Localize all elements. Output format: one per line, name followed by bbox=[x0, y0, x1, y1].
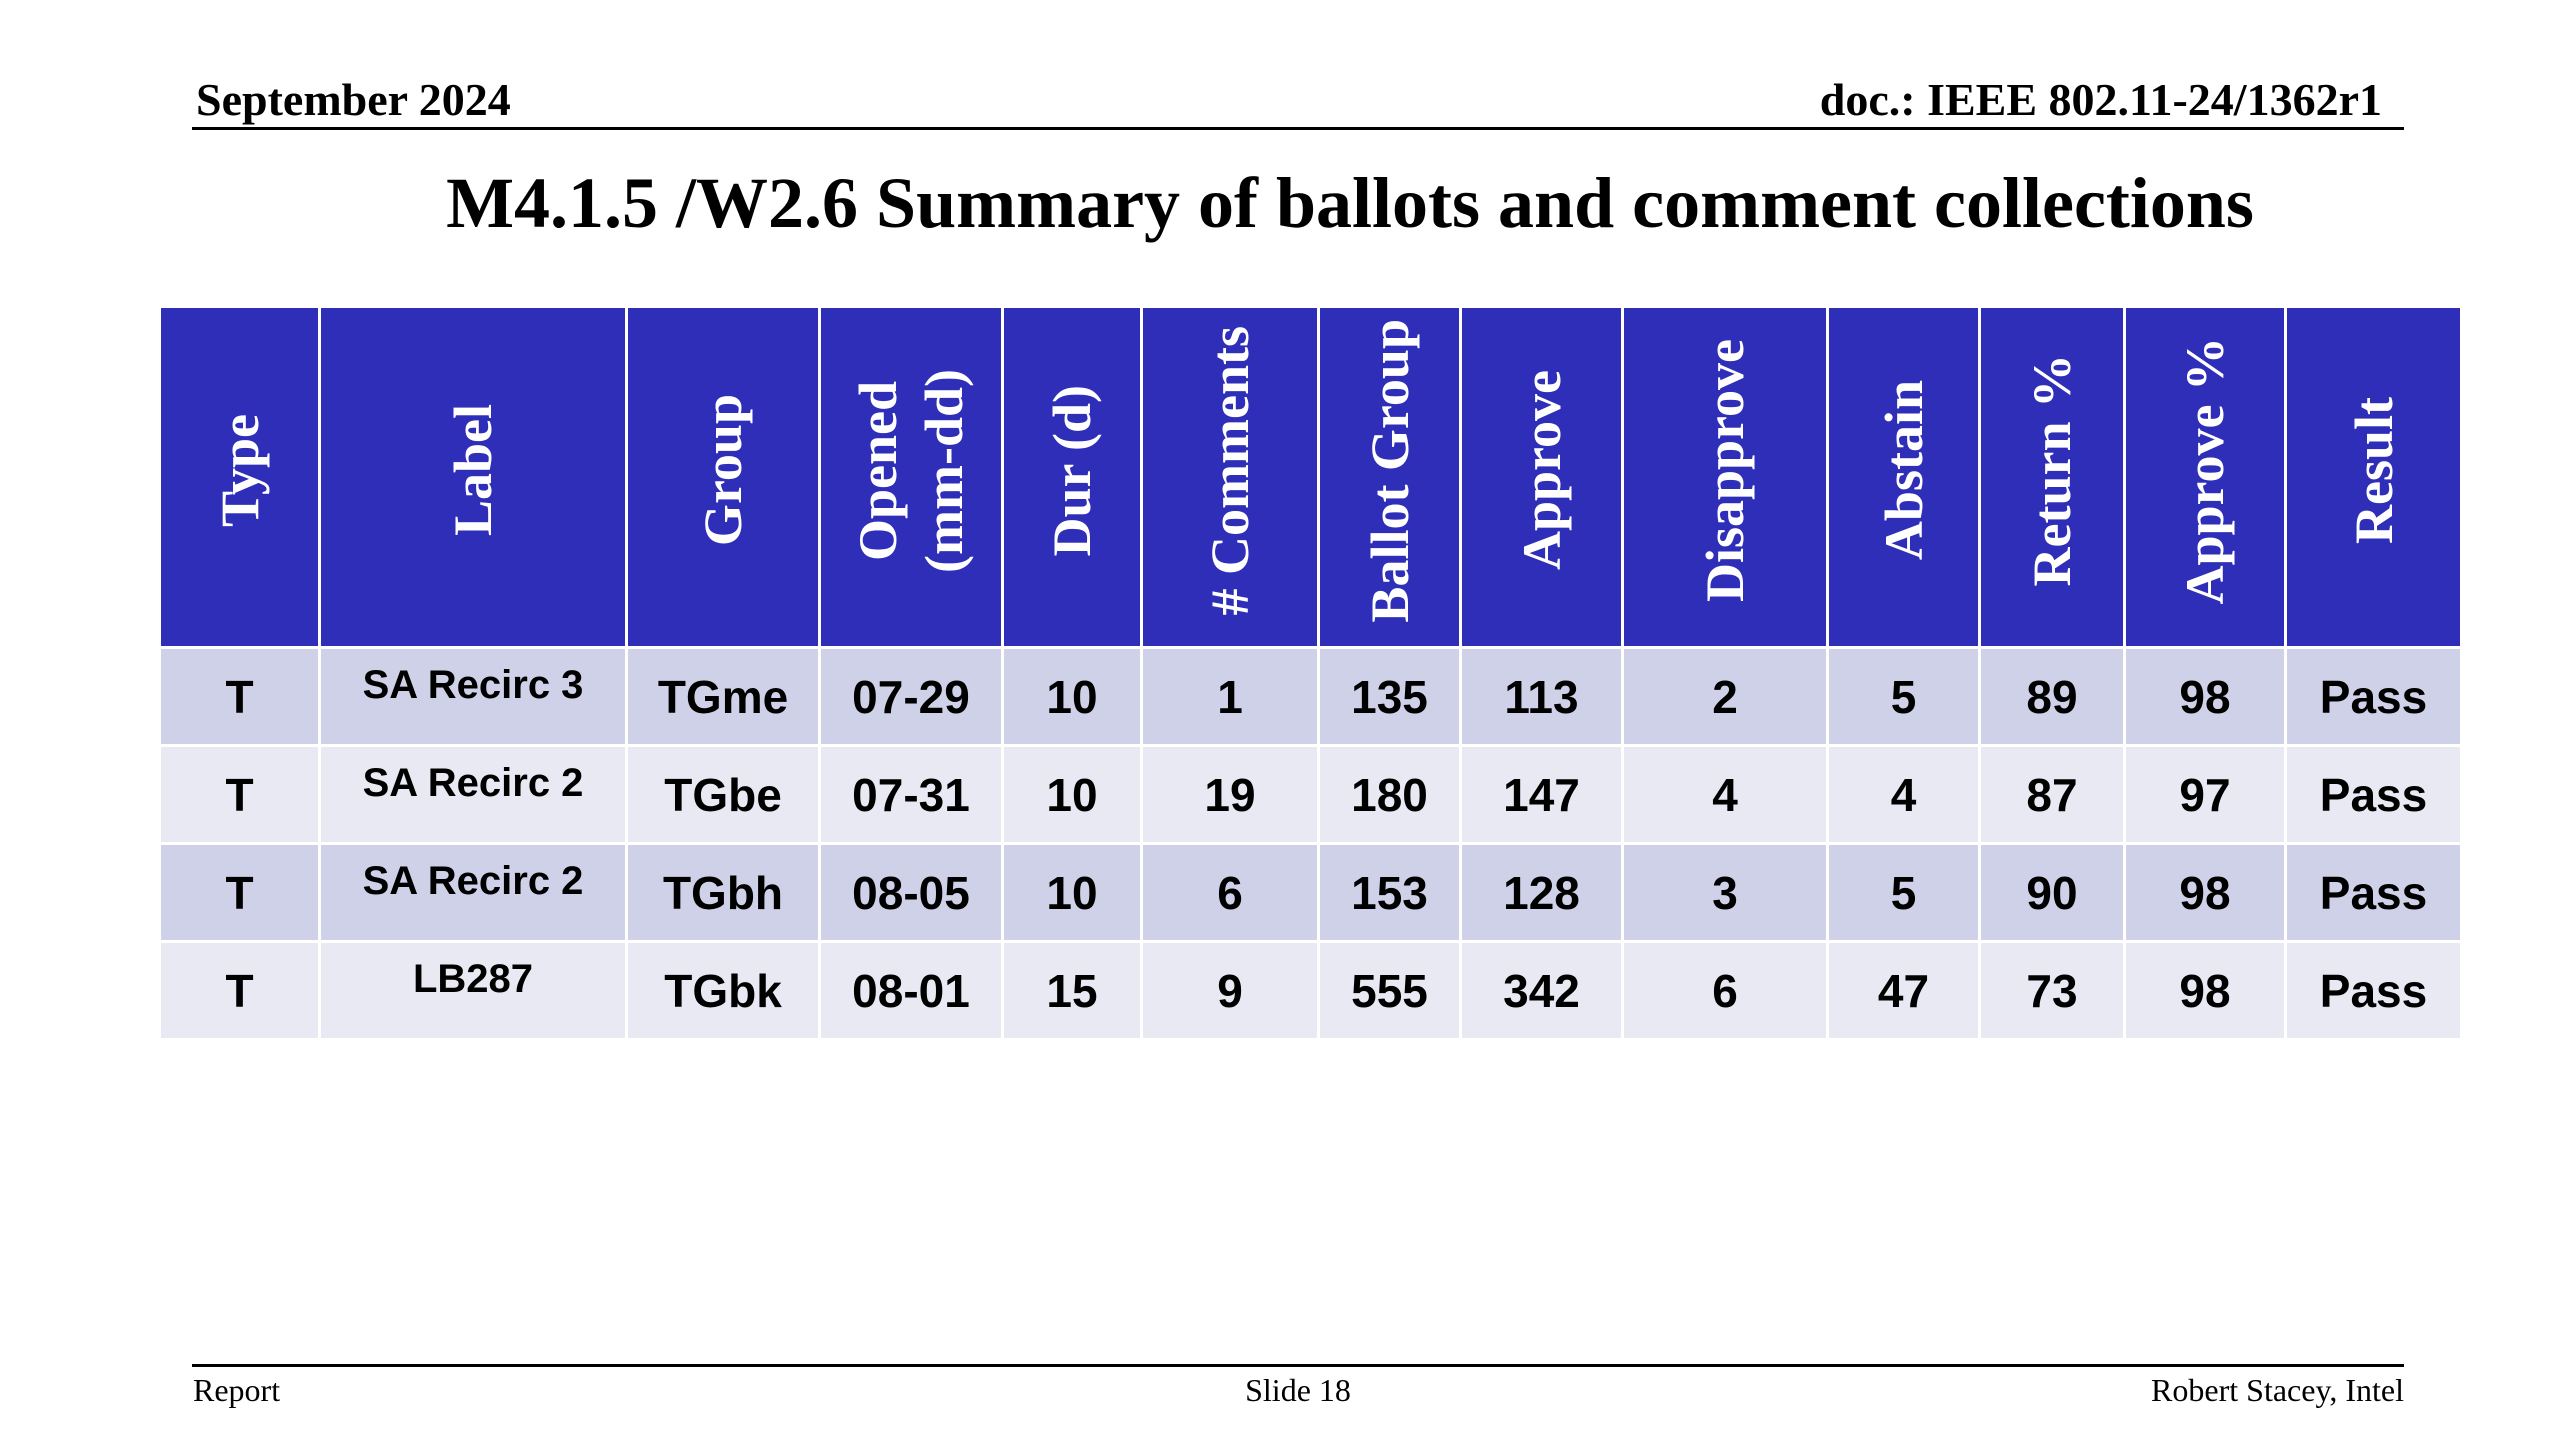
cell-return-pct: 90 bbox=[1980, 844, 2125, 942]
col-header-abstain: Abstain bbox=[1828, 307, 1980, 648]
col-header-return-pct: Return % bbox=[1980, 307, 2125, 648]
cell-ballot-group: 153 bbox=[1319, 844, 1461, 942]
col-header-approve-pct: Approve % bbox=[2125, 307, 2286, 648]
cell-abstain: 47 bbox=[1828, 942, 1980, 1040]
cell-approve: 113 bbox=[1461, 648, 1623, 746]
col-header-type: Type bbox=[160, 307, 320, 648]
cell-group: TGbk bbox=[627, 942, 820, 1040]
footer-author: Robert Stacey, Intel bbox=[2151, 1372, 2404, 1408]
table-row bbox=[160, 648, 2462, 746]
title-area bbox=[0, 0, 2560, 300]
cell-ballot-group: 555 bbox=[1319, 942, 1461, 1040]
header-doc-id: doc.: IEEE 802.11-24/1362r1 bbox=[1819, 74, 2382, 125]
footer-slide-number: Slide 18 bbox=[1245, 1372, 1351, 1408]
col-header-label: Label bbox=[320, 307, 627, 648]
cell-comments: 6 bbox=[1142, 844, 1319, 942]
cell-approve-pct: 98 bbox=[2125, 648, 2286, 746]
table-row bbox=[160, 844, 2462, 942]
table-row bbox=[160, 746, 2462, 844]
cell-comments: 9 bbox=[1142, 942, 1319, 1040]
cell-duration: 15 bbox=[1003, 942, 1142, 1040]
cell-type: T bbox=[160, 942, 320, 1040]
cell-disapprove: 3 bbox=[1623, 844, 1828, 942]
cell-opened: 07-29 bbox=[820, 648, 1003, 746]
slide-title: M4.1.5 /W2.6 Summary of ballots and comment collections bbox=[446, 163, 2254, 243]
col-header-opened: Opened (mm-dd) bbox=[820, 307, 1003, 648]
ballot-summary-table bbox=[158, 305, 2463, 1041]
cell-group: TGme bbox=[627, 648, 820, 746]
cell-opened: 08-05 bbox=[820, 844, 1003, 942]
header-date: September 2024 bbox=[196, 74, 511, 125]
cell-approve: 128 bbox=[1461, 844, 1623, 942]
col-header-result: Result bbox=[2286, 307, 2462, 648]
cell-return-pct: 87 bbox=[1980, 746, 2125, 844]
cell-abstain: 5 bbox=[1828, 648, 1980, 746]
cell-approve-pct: 98 bbox=[2125, 844, 2286, 942]
cell-approve: 147 bbox=[1461, 746, 1623, 844]
col-header-comments: # Comments bbox=[1142, 307, 1319, 648]
col-header-duration: Dur (d) bbox=[1003, 307, 1142, 648]
cell-opened: 07-31 bbox=[820, 746, 1003, 844]
cell-ballot-group: 135 bbox=[1319, 648, 1461, 746]
cell-label: SA Recirc 2 bbox=[320, 844, 627, 942]
cell-comments: 1 bbox=[1142, 648, 1319, 746]
footer-report: Report bbox=[193, 1372, 281, 1408]
cell-duration: 10 bbox=[1003, 844, 1142, 942]
col-header-group: Group bbox=[627, 307, 820, 648]
cell-result: Pass bbox=[2286, 746, 2462, 844]
cell-type: T bbox=[160, 648, 320, 746]
cell-opened: 08-01 bbox=[820, 942, 1003, 1040]
cell-type: T bbox=[160, 844, 320, 942]
cell-result: Pass bbox=[2286, 844, 2462, 942]
cell-label: SA Recirc 3 bbox=[320, 648, 627, 746]
cell-duration: 10 bbox=[1003, 648, 1142, 746]
cell-group: TGbe bbox=[627, 746, 820, 844]
cell-label: SA Recirc 2 bbox=[320, 746, 627, 844]
table-row bbox=[160, 942, 2462, 1040]
table-header-row bbox=[160, 307, 2462, 648]
cell-disapprove: 6 bbox=[1623, 942, 1828, 1040]
cell-disapprove: 2 bbox=[1623, 648, 1828, 746]
cell-disapprove: 4 bbox=[1623, 746, 1828, 844]
cell-abstain: 5 bbox=[1828, 844, 1980, 942]
cell-approve: 342 bbox=[1461, 942, 1623, 1040]
footer-divider bbox=[192, 1364, 2404, 1367]
cell-return-pct: 89 bbox=[1980, 648, 2125, 746]
col-header-ballot-group: Ballot Group bbox=[1319, 307, 1461, 648]
cell-result: Pass bbox=[2286, 648, 2462, 746]
cell-comments: 19 bbox=[1142, 746, 1319, 844]
cell-return-pct: 73 bbox=[1980, 942, 2125, 1040]
cell-approve-pct: 97 bbox=[2125, 746, 2286, 844]
cell-label: LB287 bbox=[320, 942, 627, 1040]
cell-ballot-group: 180 bbox=[1319, 746, 1461, 844]
cell-group: TGbh bbox=[627, 844, 820, 942]
col-header-approve: Approve bbox=[1461, 307, 1623, 648]
cell-approve-pct: 98 bbox=[2125, 942, 2286, 1040]
cell-abstain: 4 bbox=[1828, 746, 1980, 844]
cell-type: T bbox=[160, 746, 320, 844]
cell-result: Pass bbox=[2286, 942, 2462, 1040]
cell-duration: 10 bbox=[1003, 746, 1142, 844]
col-header-disapprove: Disapprove bbox=[1623, 307, 1828, 648]
